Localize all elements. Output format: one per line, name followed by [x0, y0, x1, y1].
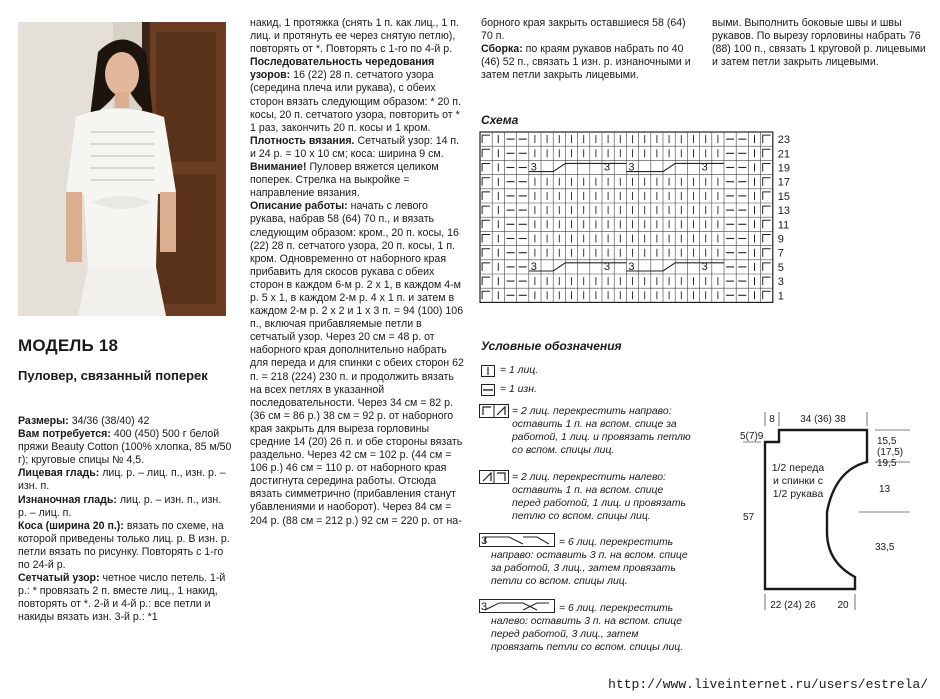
mesh-continuation: накид, 1 протяжка (снять 1 п. как лиц., 1 п. лиц. и протянуть ее через снятую петлю), повторять от *. Повторять с 1-го по 4-й р.: [250, 17, 459, 56]
model-photo: [18, 22, 226, 316]
description-label: Описание работы:: [250, 200, 348, 213]
garment-schematic: [735, 402, 925, 617]
dim-left-height: 57: [743, 512, 755, 523]
garment-center-label: 1/2 переда и спинки с 1/2 рукава: [771, 462, 825, 500]
cross-6-label: 3: [604, 261, 611, 273]
stockinette-value: лиц. р. – лиц. п., изн. р. – изн. п.: [18, 467, 226, 493]
legend-purl: = 1 изн.: [500, 384, 537, 395]
dim-bottom-left: 22 (24) 26: [770, 600, 816, 611]
reverse-value: лиц. р. – изн. п., изн. р. – лиц. п.: [18, 493, 222, 519]
dim-top-right: 34 (36) 38: [800, 414, 846, 425]
dim-right-2: (17,5): [877, 447, 904, 458]
fourth-column-text: [712, 17, 926, 69]
mesh-label: Сетчатый узор:: [18, 572, 100, 585]
cross-6-label: 3: [628, 161, 635, 174]
second-column-text: [250, 17, 465, 528]
dim-top-left: 8: [769, 414, 775, 425]
materials-label: Вам потребуется:: [18, 428, 111, 441]
schema-row-number: 11: [777, 219, 790, 232]
third-column-text: [481, 17, 691, 82]
sequence-label: Последовательность чередования узоров:: [250, 56, 435, 82]
dim-right-4: 13: [879, 484, 891, 495]
attention-value: Пуловер вяжется целиком поперек. Стрелка на выкройке = направление вязания.: [250, 161, 439, 200]
schema-row-number: 7: [777, 247, 784, 260]
schema-row-number: 13: [777, 205, 791, 218]
schema-row-number: 21: [777, 148, 791, 161]
dim-right-5: 33,5: [875, 542, 895, 553]
sizes-value: 34/36 (38/40) 42: [71, 415, 150, 427]
cable-schema-chart: [470, 126, 800, 316]
schema-row-number: 1: [777, 290, 784, 303]
cross-left-2-icon: [479, 470, 509, 484]
legend-title: Условные обозначения: [481, 339, 622, 353]
assembly-label: Сборка:: [481, 43, 523, 56]
sequence-value: 16 (22) 28 п. сетчатого узора (середина плеча или рукава), с обеих сторон вязать следующим образом: * 20 п. косы, 20 п. сетчатого узора, повторить от * 1 раз, закончить 20 п. косы и 1 кром.: [250, 69, 461, 134]
materials-value: 400 (450) 500 г белой пряжи Beauty Cotton (100% хлопка, 85 м/50 г); круговые спицы № 4,5.: [18, 428, 232, 467]
attention-label: Внимание!: [250, 161, 307, 174]
legend-cross-left-6: = 6 лиц. перекрестить налево: оставить 3 п. на вспом. спице перед работой, 3 лиц., затем провязать петли со вспом. спицы лиц.: [491, 603, 684, 653]
cross-6-label: 3: [530, 261, 537, 273]
schema-row-number: 5: [777, 261, 784, 274]
purl-stitch-icon: [481, 384, 495, 396]
mesh-value: четное число петель. 1-й р.: * провязать 2 п. вместе лиц., 1 накид, повторять от *. 2-й и 4-й р.: все петли и накиды вязать изн. 3-й р.: *1: [18, 572, 226, 624]
col3-continuation: борного края закрыть оставшиеся 58 (64) 70 п.: [481, 17, 686, 43]
legend-knit: = 1 лиц.: [500, 365, 539, 376]
cross-6-label: 3: [701, 261, 708, 273]
schema-grid: [480, 132, 773, 302]
cross-6-label: 3: [701, 161, 708, 174]
schema-row-number: 19: [777, 162, 791, 175]
legend-cross-right-2: = 2 лиц. перекрестить направо: оставить 1 п. на вспом. спице за работой, 1 лиц. и провязать петлю со вспом. спицы лиц.: [512, 406, 691, 456]
footer-url: http://www.liveinternet.ru/users/estrela/: [608, 677, 928, 692]
left-column-text: [18, 415, 232, 625]
cable-label: Коса (ширина 20 п.):: [18, 519, 124, 532]
cable-value: вязать по схеме, на которой приведены только лиц. р. В изн. р. петли вязать по рисунку. Повторять с 1-го по 24-й р.: [18, 519, 230, 572]
schema-row-number: 17: [777, 176, 791, 189]
gauge-value: Сетчатый узор: 14 п. и 24 р. = 10 x 10 см; коса: ширина 9 см.: [250, 134, 460, 160]
reverse-label: Изнаночная гладь:: [18, 493, 117, 506]
cross-6-label: 3: [604, 161, 611, 174]
model-title: МОДЕЛЬ 18: [18, 336, 119, 355]
cross-right-2-icon: [479, 404, 509, 418]
stockinette-label: Лицевая гладь:: [18, 467, 100, 480]
dim-bottom-right: 20: [837, 600, 849, 611]
cross-6-label: 3: [628, 261, 635, 273]
gauge-label: Плотность вязания.: [250, 134, 355, 147]
dim-left-small: 5(7)9: [740, 431, 764, 442]
schema-row-numbers: [778, 134, 790, 302]
col4-continuation: выми. Выполнить боковые швы и швы рукавов. По вырезу горловины набрать 76 (88) 100 п., связать 1 круговой р. лицевыми и затем петли закрыть лицевыми.: [712, 17, 926, 69]
sizes-label: Размеры:: [18, 415, 69, 427]
cross-6-label: 3: [530, 161, 537, 174]
dim-right-3: 19,5: [877, 458, 897, 469]
legend-cross-left-2: = 2 лиц. перекрестить налево: оставить 1 п. на вспом. спице перед работой, 1 лиц. и провязать петлю со вспом. спицы лиц.: [512, 472, 686, 522]
schema-row-number: 3: [777, 276, 784, 289]
schema-row-number: 9: [777, 233, 784, 246]
knit-stitch-icon: [481, 365, 495, 377]
cross-left-6-label: 3: [481, 601, 488, 613]
schema-row-number: 15: [777, 190, 791, 203]
description-value: начать с левого рукава, набрав 58 (64) 70 п., и вязать следующим образом: кром., 20 п. косы, 16 (22) 28 п. сетчатого узора, 20 п. косы, 1 п. кром. Одновременно от наборного края прибавить для скосов рукава с обеих сторон в каждом 6-м р. 2 x 1, в каждом 4-м р. 5 x 1, в каждом 2-м р. 4 x 1 п. и затем в каждом 2-м р. 2 x 2 и 1 x 3 п. = 94 (100) 106 п., включая прибавляемые петли в сетчатый узор. Через 20 см = 48 р. от наборного края дополнительно набрать для переда и для спинки с обеих сторон 62 п. = 218 (224) 230 п. и продолжить вязать на всех петлях в указанной последовательности. Через 34 см = 82 р. (36 см = 86 р.) 38 см = 92 р. от наборного края закрыть для выреза горловины средние 14 (20) 26 п. и обе стороны вязать раздельно. Через 42 см = 102 р. (44 см = 106 р.) 46 см = 110 р. от наборного края достигнута середина работы. Отсюда вязать симметрично (прибавления станут убавлениями и наоборот). Через 84 см = 204 р. (88 см = 212 р.) 92 см = 220 р. от на-: [250, 200, 464, 527]
cross-right-6-label: 3: [481, 535, 488, 547]
schema-title: Схема: [481, 113, 519, 127]
dim-right-1: 15,5: [877, 436, 897, 447]
schema-row-number: 23: [777, 134, 791, 147]
model-subtitle: Пуловер, связанный поперек: [18, 368, 208, 383]
assembly-value: по краям рукавов набрать по 40 (46) 52 п., связать 1 изн. р. изнаночными и затем петли закрыть лицевыми.: [481, 43, 691, 82]
legend-cross-right-6: = 6 лиц. перекрестить направо: оставить 3 п. на вспом. спице за работой, 3 лиц., затем провязать петли со вспом. спицы лиц.: [491, 537, 688, 587]
